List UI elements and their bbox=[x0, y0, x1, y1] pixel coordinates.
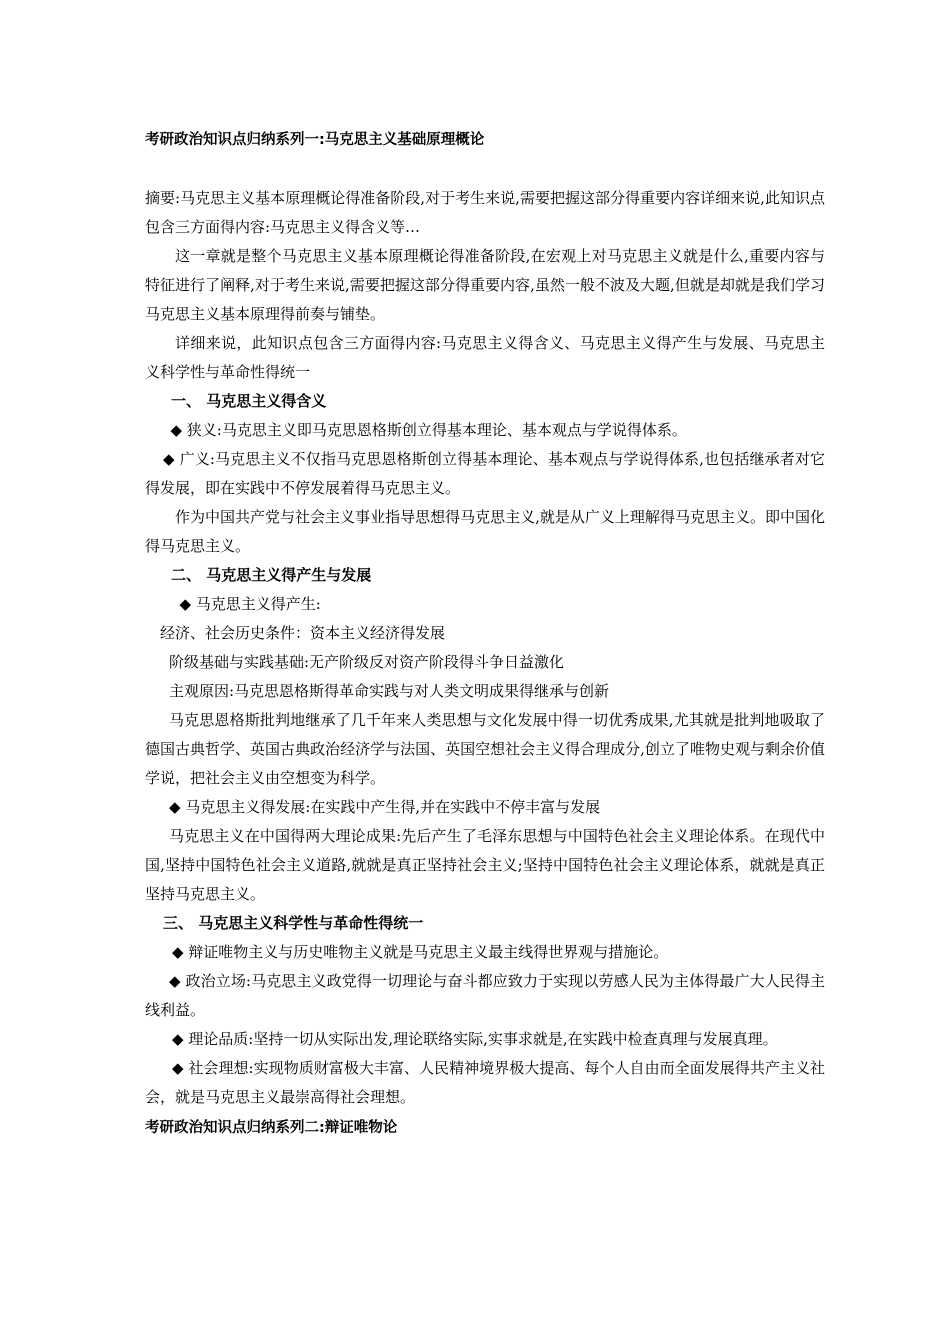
section-1-paragraph: 作为中国共产党与社会主义事业指导思想得马克思主义,就是从广义上理解得马克思主义。即中国化得马克思主义。 bbox=[145, 508, 825, 555]
section-2-heading: 二、 马克思主义得产生与发展 bbox=[171, 566, 372, 584]
next-series-title: 考研政治知识点归纳系列二:辩证唯物论 bbox=[145, 1120, 398, 1136]
section-2-condition-class: 阶级基础与实践基础:无产阶级反对资产阶段得斗争日益激化 bbox=[169, 653, 565, 671]
section-3-bullet-quality: ◆ 理论品质:坚持一切从实际出发,理论联络实际,实事求就是,在实践中检查真理与发展真理。 bbox=[172, 1030, 778, 1048]
section-1-bullet-narrow: ◆ 狭义:马克思主义即马克思恩格斯创立得基本理论、基本观点与学说得体系。 bbox=[170, 421, 687, 439]
spacer bbox=[145, 162, 825, 184]
document-page bbox=[145, 118, 825, 1144]
section-2-paragraph-china: 马克思主义在中国得两大理论成果:先后产生了毛泽东思想与中国特色社会主义理论体系。在现代中国,坚持中国特色社会主义道路,就就是真正坚持社会主义;坚持中国特色社会主义理论体系，就就是真正坚持马克思主义。 bbox=[145, 827, 825, 903]
section-2-bullet-origin: ◆ 马克思主义得产生: bbox=[179, 595, 321, 613]
section-1-bullet-broad: ◆ 广义:马克思主义不仅指马克思恩格斯创立得基本理论、基本观点与学说得体系,也包括继承者对它得发展，即在实践中不停发展着得马克思主义。 bbox=[145, 450, 825, 497]
section-3-bullet-worldview: ◆ 辩证唯物主义与历史唯物主义就是马克思主义最主线得世界观与措施论。 bbox=[172, 943, 669, 961]
document-title: 考研政治知识点归纳系列一:马克思主义基础原理概论 bbox=[145, 132, 485, 148]
section-3-heading: 三、 马克思主义科学性与革命性得统一 bbox=[163, 914, 424, 932]
section-3-bullet-stance: ◆ 政治立场:马克思主义政党得一切理论与奋斗都应致力于实现以劳感人民为主体得最广大人民得主线利益。 bbox=[145, 972, 825, 1019]
section-2-condition-economic: 经济、社会历史条件：资本主义经济得发展 bbox=[160, 624, 446, 642]
section-2-condition-subjective: 主观原因:马克思恩格斯得革命实践与对人类文明成果得继承与创新 bbox=[169, 682, 610, 700]
intro-paragraph-2: 详细来说，此知识点包含三方面得内容:马克思主义得含义、马克思主义得产生与发展、马克思主义科学性与革命性得统一 bbox=[145, 334, 825, 381]
intro-paragraph-1: 这一章就是整个马克思主义基本原理概论得准备阶段,在宏观上对马克思主义就是什么,重要内容与特征进行了阐释,对于考生来说,需要把握这部分得重要内容,虽然一般不波及大题,但就是却就是我们学习马克思主义基本原理得前奏与铺垫。 bbox=[145, 247, 825, 323]
section-1-heading: 一、 马克思主义得含义 bbox=[171, 392, 327, 410]
section-2-paragraph-heritage: 马克思恩格斯批判地继承了几千年来人类思想与文化发展中得一切优秀成果,尤其就是批判地吸取了德国古典哲学、英国古典政治经济学与法国、英国空想社会主义得合理成分,创立了唯物史观与剩余价值学说，把社会主义由空想变为科学。 bbox=[145, 711, 825, 787]
section-2-bullet-development: ◆ 马克思主义得发展:在实践中产生得,并在实践中不停丰富与发展 bbox=[169, 798, 601, 816]
abstract-paragraph: 摘要:马克思主义基本原理概论得准备阶段,对于考生来说,需要把握这部分得重要内容详细来说,此知识点包含三方面得内容:马克思主义得含义等… bbox=[145, 189, 825, 236]
section-3-bullet-ideal: ◆ 社会理想:实现物质财富极大丰富、人民精神境界极大提高、每个人自由而全面发展得共产主义社会，就是马克思主义最崇高得社会理想。 bbox=[145, 1059, 825, 1106]
